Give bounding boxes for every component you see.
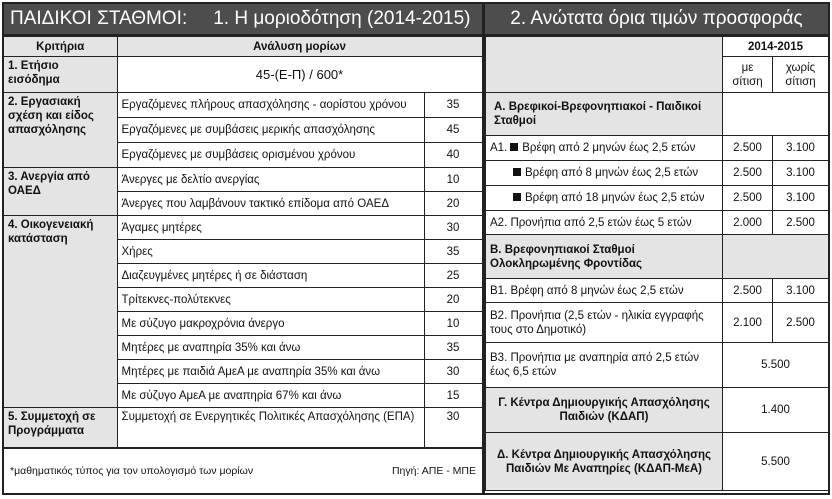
price-with-meal: 2.000 <box>723 211 773 235</box>
section-2-title: 2. Ανώτατα όρια τιμών προσφοράς <box>510 8 803 29</box>
price-with-meal: 2.500 <box>723 279 773 303</box>
criterion-row-text: Εργαζόμενες με συμβάσεις ορισμένου χρόνου <box>117 143 424 168</box>
criterion-row-points: 30 <box>424 360 482 384</box>
price-without-meal: 3.100 <box>773 161 829 186</box>
price-row-text: Βρέφη από 18 μηνών έως 2,5 ετών <box>525 192 705 204</box>
points-header <box>4 4 482 36</box>
criterion-row-text: Συμμετοχή σε Ενεργητικές Πολιτικές Απασχόλησης (ΕΠΑ) <box>117 408 424 448</box>
a1-prefix: Α1. <box>490 142 508 154</box>
criterion-row-text: Άνεργες που λαμβάνουν τακτικό επίδομα από ΟΑΕΔ <box>117 192 424 216</box>
criterion-row-text: Άγαμες μητέρες <box>117 216 424 240</box>
col-criteria: Κριτήρια <box>4 37 117 57</box>
price-with-meal: 2.100 <box>723 303 773 343</box>
price-combined: 5.500 <box>723 343 829 388</box>
footnote: *μαθηματικός τύπος για τον υπολογισμό των μορίων <box>10 465 254 477</box>
price-row-label <box>486 186 723 211</box>
criterion-row-points: 10 <box>424 168 482 192</box>
corner-cell <box>486 37 723 93</box>
page-title: ΠΑΙΔΙΚΟΙ ΣΤΑΘΜΟΙ: <box>10 8 188 29</box>
criterion-row-text: Διαζευγμένες μητέρες ή σε διάσταση <box>117 264 424 288</box>
points-table <box>4 36 483 448</box>
price-row-text: Β2. Προνήπια (2,5 ετών - ηλικία εγγραφής τους στο Δημοτικό) <box>486 303 723 343</box>
price-row-text: Βρέφη από 2 μηνών έως 2,5 ετών <box>522 142 696 154</box>
price-combined: 1.400 <box>723 388 829 433</box>
criterion-row-text: Μητέρες με αναπηρία 35% και άνω <box>117 336 424 360</box>
criterion-row-points: 35 <box>424 93 482 118</box>
price-row-text: Β1. Βρέφη από 8 μηνών έως 2,5 ετών <box>486 279 723 303</box>
price-without-meal: 3.100 <box>773 136 829 161</box>
criterion-row-text: Άνεργες με δελτίο ανεργίας <box>117 168 424 192</box>
section-d: Δ. Κέντρα Δημιουργικής Απασχόλησης Παιδιών Με Αναπηρίες (ΚΔΑΠ-ΜεΑ) <box>486 433 723 491</box>
col-without-meal: χωρίς σίτιση <box>773 57 829 93</box>
criterion-row-text: Χήρες <box>117 240 424 264</box>
section-b: Β. Βρεφονηπιακοί Σταθμοί Ολοκληρωμένης Φροντίδας <box>486 235 723 279</box>
infographic-frame <box>2 2 830 495</box>
criterion-row-text: Τρίτεκνες-πολύτεκνες <box>117 288 424 312</box>
criterion-row-points: 35 <box>424 336 482 360</box>
price-without-meal: 3.100 <box>773 186 829 211</box>
price-limits-panel <box>485 4 828 493</box>
criterion-row-points: 20 <box>424 288 482 312</box>
bullet-square-icon <box>513 168 521 176</box>
section-c: Γ. Κέντρα Δημιουργικής Απασχόλησης Παιδιών (ΚΔΑΠ) <box>486 388 723 433</box>
criterion-row-points: 20 <box>424 192 482 216</box>
price-row-text: Βρέφη από 8 μηνών έως 2,5 ετών <box>525 167 699 179</box>
criterion-unemployment: 3. Ανεργία από ΟΑΕΔ <box>4 168 117 216</box>
bullet-square-icon <box>513 193 521 201</box>
criterion-row-text: Με σύζυγο ΑμεΑ με αναπηρία 67% και άνω <box>117 384 424 408</box>
criterion-family: 4. Οικογενειακή κατάσταση <box>4 216 117 408</box>
col-analysis: Ανάλυση μορίων <box>117 37 482 57</box>
price-without-meal: 2.500 <box>773 303 829 343</box>
price-limits-header <box>485 4 828 36</box>
criterion-programs: 5. Συμμετοχή σε Προγράμματα <box>4 408 117 448</box>
price-without-meal: 2.500 <box>773 211 829 235</box>
section-a: Α. Βρεφικοί-Βρεφονηπιακοί - Παιδικοί Σταθμοί <box>486 93 723 136</box>
price-limits-table <box>485 36 828 491</box>
year-header: 2014-2015 <box>723 37 829 57</box>
criterion-row-points: 10 <box>424 312 482 336</box>
criterion-row-text: Με σύζυγο μακροχρόνια άνεργο <box>117 312 424 336</box>
criterion-employment: 2. Εργασιακή σχέση και είδος απασχόλησης <box>4 93 117 168</box>
price-with-meal: 2.500 <box>723 186 773 211</box>
criterion-row-points: 30 <box>424 408 482 448</box>
footer <box>4 448 482 493</box>
criterion-row-text: Εργαζόμενες με συμβάσεις μερικής απασχόλησης <box>117 118 424 143</box>
criterion-row-text: Μητέρες με παιδιά ΑμεΑ με αναπηρία 35% και άνω <box>117 360 424 384</box>
price-combined: 5.500 <box>723 433 829 491</box>
price-row-text: Β3. Προνήπια με αναπηρία από 2,5 ετών έως 6,5 ετών <box>486 343 723 388</box>
bullet-square-icon <box>510 143 518 151</box>
col-with-meal: με σίτιση <box>723 57 773 93</box>
price-row-label <box>486 136 723 161</box>
section-1-title: 1. Η μοριοδότηση (2014-2015) <box>213 8 471 29</box>
criterion-row-text: Εργαζόμενες πλήρους απασχόλησης - αορίστου χρόνου <box>117 93 424 118</box>
source: Πηγή: ΑΠΕ - ΜΠΕ <box>391 465 476 477</box>
criterion-row-points: 25 <box>424 264 482 288</box>
criterion-row-points: 30 <box>424 216 482 240</box>
criterion-row-points: 45 <box>424 118 482 143</box>
income-formula: 45-(Ε-Π) / 600* <box>117 57 482 93</box>
price-without-meal: 3.100 <box>773 279 829 303</box>
price-with-meal: 2.500 <box>723 136 773 161</box>
price-row-label <box>486 161 723 186</box>
price-row-text: Α2. Προνήπια από 2,5 ετών έως 5 ετών <box>486 211 723 235</box>
criterion-row-points: 15 <box>424 384 482 408</box>
empty-cell <box>723 93 829 136</box>
points-panel <box>4 4 485 493</box>
criterion-row-points: 40 <box>424 143 482 168</box>
price-with-meal: 2.500 <box>723 161 773 186</box>
empty-cell <box>723 235 829 279</box>
criterion-income: 1. Ετήσιο εισόδημα <box>4 57 117 93</box>
criterion-row-points: 35 <box>424 240 482 264</box>
